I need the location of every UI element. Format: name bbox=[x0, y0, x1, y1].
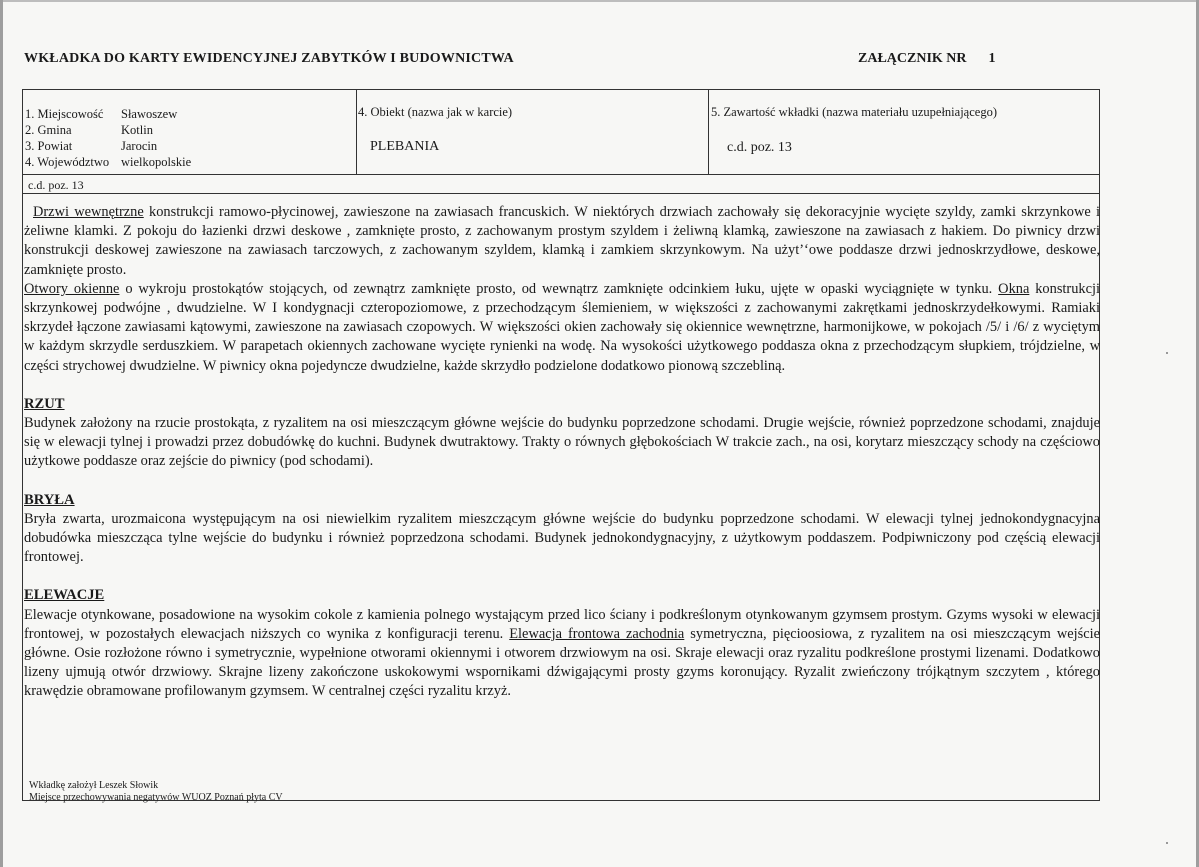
field-label: 1. Miejscowość bbox=[25, 107, 104, 121]
footer-author: Wkładkę założył Leszek Słowik bbox=[29, 780, 159, 791]
section-heading-rzut: RZUT bbox=[24, 395, 65, 412]
paragraph-bryla: Bryła zwarta, urozmaicona występującym na osi niewielkim ryzalitem mieszczącym główne wejście do budynku poprzedzone schodami. W elewacji tylnej jednokondygnacyjna dobudówka mieszcząca tylne wejście do budynku i również poprzedzona schodami. Budynek jednokondygnacyjny, z użytkowym poddaszem. Podpiwniczony pod częścią elewacji frontowej. bbox=[24, 510, 1100, 566]
divider bbox=[23, 193, 1099, 194]
header-table bbox=[23, 90, 1099, 175]
annex-label bbox=[858, 51, 996, 67]
annex-text: ZAŁĄCZNIK NR bbox=[858, 51, 967, 66]
document-body bbox=[24, 203, 1100, 702]
document-title: WKŁADKA DO KARTY EWIDENCYJNEJ ZABYTKÓW I BUDOWNICTWA bbox=[24, 51, 514, 66]
field-commune bbox=[25, 123, 153, 138]
continuation-label: c.d. poz. 13 bbox=[28, 178, 84, 192]
field-value: Kotlin bbox=[121, 123, 153, 137]
field-value: Jarocin bbox=[121, 139, 158, 153]
field-label: 3. Powiat bbox=[25, 139, 73, 153]
field-label: 4. Województwo bbox=[25, 155, 110, 169]
elewacje-underlined: Elewacja frontowa zachodnia bbox=[509, 625, 685, 642]
annex-number: 1 bbox=[988, 51, 996, 66]
paragraph-rzut: Budynek założony na rzucie prostokąta, z ryzalitem na osi mieszczącym główne wejście do budynku poprzedzone schodami. Drugie wejście, również poprzedzone schodami, znajduje się w elewacji tylnej i prowadzi przez dobudówkę do kuchni. Budynek dwutraktowy. Trakty o równych głębokościach W trakcie zach., na osi, korytarz mieszczący schody na częściowo użytkowe poddasze oraz zejście do piwnicy (pod schodami). bbox=[24, 415, 1100, 470]
content-value: c.d. poz. 13 bbox=[727, 140, 792, 155]
field-voivodeship bbox=[25, 155, 191, 170]
windows-text: konstrukcji skrzynkowej podwójne , dwudzielne. W I kondygnacji czteropoziomowe, z przechodzącym ślemieniem, w większości z zachowanymi zakrętkami jednoskrzydełkowymi. Ramiaki skrzydeł łączone zawiasami kątowymi, zawieszone na zawiasach czopowych. W większości okien zachowały się okiennice wewnętrzne, harmonijkowe, w pokojach /5/ i /6/ z wyciętym w każdym skrzydle serduszkiem. W parapetach okiennych zachowane wycięte rynienki na wodę. Na wysokości użytkowego poddasza okna z przechodzącym słupkiem, trójdzielne, w części strychowej dwudzielne. W piwnicy okna pojedyncze dwudzielne, każde skrzydło podzielone dodatkowo pionową szczebliną. bbox=[24, 280, 1100, 374]
field-value: wielkopolskie bbox=[121, 155, 192, 169]
column-divider bbox=[708, 90, 709, 174]
form-card bbox=[22, 89, 1100, 801]
object-value: PLEBANIA bbox=[370, 139, 440, 154]
elewacje-text-1: Elewacje otynkowane, posadowione na wysokim cokole z kamienia polnego wystającym przed lico ściany i podkreślonym otynkowanym gzymsem prostym. Gzyms wysoki w elewacji frontowej, w pozostałych elewacjach niższych co wynika z konfiguracji terenu. bbox=[24, 606, 1100, 642]
paragraph-elewacje bbox=[24, 606, 1100, 702]
content-label: 5. Zawartość wkładki (nazwa materiału uzupełniającego) bbox=[711, 105, 997, 119]
scan-speck bbox=[1166, 352, 1168, 354]
openings-heading: Otwory okienne bbox=[24, 280, 120, 297]
object-label: 4. Obiekt (nazwa jak w karcie) bbox=[358, 105, 513, 119]
footer-storage: Miejsce przechowywania negatywów WUOZ Poznań płyta CV bbox=[29, 792, 283, 803]
field-value: Sławoszew bbox=[121, 107, 178, 121]
field-district bbox=[25, 139, 157, 154]
doors-heading: Drzwi wewnętrzne bbox=[33, 204, 144, 220]
field-label: 2. Gmina bbox=[25, 123, 72, 137]
section-heading-bryla: BRYŁA bbox=[24, 491, 75, 508]
scan-speck bbox=[1166, 842, 1168, 844]
section-heading-elewacje: ELEWACJE bbox=[24, 587, 105, 604]
field-locality bbox=[25, 107, 177, 122]
column-divider bbox=[356, 90, 357, 174]
paragraph-doors bbox=[24, 203, 1100, 280]
paragraph-windows bbox=[24, 280, 1100, 376]
scan-edge-top bbox=[0, 0, 1199, 2]
scan-edge-left bbox=[0, 0, 3, 867]
elewacje-text-2: symetryczna, pięcioosiowa, z ryzalitem na osi mieszczącym wejście główne. Osie rozłożone równo i symetrycznie, wypełnione otworami okiennymi i otworem drzwiowym na osi. Skraje elewacji oraz ryzalitu podkreślone prostymi lizenami. Dodatkowo lizeny ujmują otwór drzwiowy. Skrajne lizeny zakończone uskokowymi wspornikami dźwigającymi prosty gzyms koronujący. Ryzalit zwieńczony trójkątnym szczytem , którego krawędzie obramowane profilowanym gzymsem. W centralnej części ryzalitu krzyż. bbox=[24, 625, 1100, 700]
openings-text: o wykroju prostokątów stojących, od zewnątrz zamknięte prosto, od wewnątrz zamknięte odcinkiem łuku, ujęte w opaski wyciągnięte w tynku. bbox=[119, 280, 999, 297]
doors-text: konstrukcji ramowo-płycinowej, zawieszone na zawiasach francuskich. W niektórych drzwiach zachowały się dekoracyjnie wycięte szyldy, zamki skrzynkowe i żeliwne klamki. Z pokoju do łazienki drzwi deskowe , zamknięte prosto, z zachowanym prostym szyldem i żeliwną klamką, zawieszone na zawiasach z hakiem. Do piwnicy drzwi konstrukcji deskowej zawieszone na zawiasach tarczowych, z zachowanym szyldem, klamką i zamkiem skrzynkowym. Na użyt’ʻowe poddasze drzwi jednoskrzydłowe, deskowe, zamknięte prosto. bbox=[24, 204, 1101, 278]
windows-heading: Okna bbox=[998, 280, 1030, 297]
